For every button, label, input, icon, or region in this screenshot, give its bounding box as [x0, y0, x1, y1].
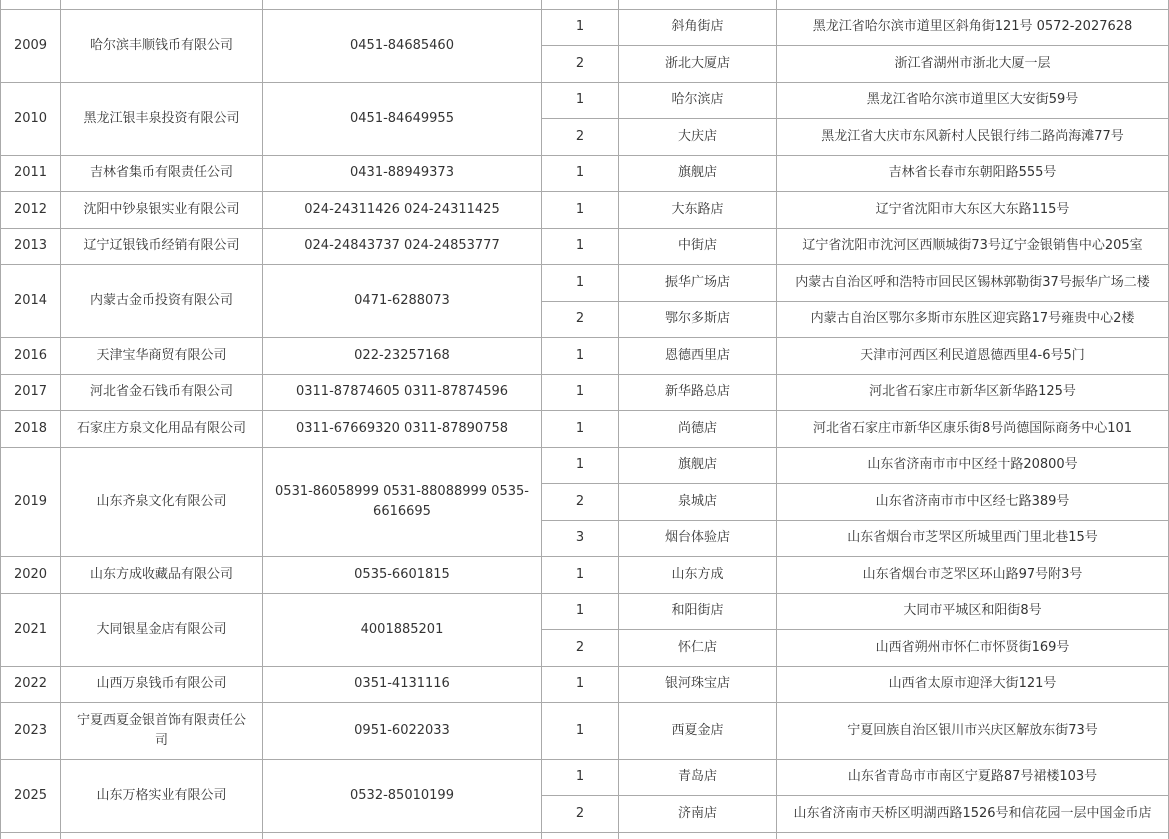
- store-number-cell: 1: [542, 557, 619, 594]
- store-name-cell: 尚德店: [619, 411, 777, 448]
- store-number-cell: 1: [542, 447, 619, 484]
- company-name-cell: 辽宁辽银钱币经销有限公司: [61, 228, 263, 265]
- dealer-code-cell: 2023: [1, 703, 61, 760]
- phone-cell: 0471-6288073: [263, 265, 542, 338]
- store-number-cell: 2: [542, 796, 619, 833]
- empty-cell: [542, 0, 619, 9]
- dealer-code-cell: 2022: [1, 666, 61, 703]
- dealer-code-cell: 2020: [1, 557, 61, 594]
- company-name-cell: 山西万泉钱币有限公司: [61, 666, 263, 703]
- store-address-cell: 黑龙江省哈尔滨市道里区斜角街121号 0572-2027628: [777, 9, 1169, 46]
- store-number-cell: 2: [542, 301, 619, 338]
- empty-cell: [1, 0, 61, 9]
- store-name-cell: 烟台体验店: [619, 520, 777, 557]
- store-name-cell: 振华广场店: [619, 265, 777, 302]
- store-name-cell: 山东方成: [619, 557, 777, 594]
- table-row: [1, 155, 1169, 192]
- store-number-cell: 2: [542, 630, 619, 667]
- store-address-cell: 辽宁省沈阳市大东区大东路115号: [777, 192, 1169, 229]
- store-address-cell: 浙江省湖州市浙北大厦一层: [777, 46, 1169, 83]
- phone-cell: 0311-87874605 0311-87874596: [263, 374, 542, 411]
- table-row: [1, 9, 1169, 46]
- store-address-cell: 山东省烟台市芝罘区环山路97号附3号: [777, 557, 1169, 594]
- table-row: [1, 759, 1169, 796]
- phone-cell: 0311-67669320 0311-87890758: [263, 411, 542, 448]
- dealer-code-cell: 2010: [1, 82, 61, 155]
- phone-cell: 4001885201: [263, 593, 542, 666]
- store-name-cell: 旗舰店: [619, 447, 777, 484]
- store-number-cell: 1: [542, 82, 619, 119]
- store-name-cell: 鄂尔多斯店: [619, 301, 777, 338]
- table-row: [1, 703, 1169, 760]
- store-name-cell: 泉城店: [619, 484, 777, 521]
- empty-cell: [619, 0, 777, 9]
- dealer-code-cell: 2012: [1, 192, 61, 229]
- store-name-cell: 大庆店: [619, 119, 777, 156]
- empty-cell: [263, 832, 542, 839]
- store-address-cell: 山西省朔州市怀仁市怀贤街169号: [777, 630, 1169, 667]
- dealer-code-cell: 2019: [1, 447, 61, 557]
- store-number-cell: 3: [542, 520, 619, 557]
- phone-cell: 0535-6601815: [263, 557, 542, 594]
- store-address-cell: 宁夏回族自治区银川市兴庆区解放东街73号: [777, 703, 1169, 760]
- phone-cell: 0431-88949373: [263, 155, 542, 192]
- table-row: [1, 338, 1169, 375]
- phone-cell: 0951-6022033: [263, 703, 542, 760]
- store-number-cell: 1: [542, 593, 619, 630]
- dealer-code-cell: 2013: [1, 228, 61, 265]
- company-name-cell: 内蒙古金币投资有限公司: [61, 265, 263, 338]
- store-address-cell: 山东省烟台市芝罘区所城里西门里北巷15号: [777, 520, 1169, 557]
- company-name-cell: 哈尔滨丰顺钱币有限公司: [61, 9, 263, 82]
- company-name-cell: 大同银星金店有限公司: [61, 593, 263, 666]
- store-number-cell: 1: [542, 411, 619, 448]
- store-address-cell: 内蒙古自治区呼和浩特市回民区锡林郭勒街37号振华广场二楼: [777, 265, 1169, 302]
- company-name-cell: 山东方成收藏品有限公司: [61, 557, 263, 594]
- store-address-cell: 山西省太原市迎泽大街121号: [777, 666, 1169, 703]
- company-name-cell: 吉林省集币有限责任公司: [61, 155, 263, 192]
- store-name-cell: 恩德西里店: [619, 338, 777, 375]
- dealer-code-cell: 2017: [1, 374, 61, 411]
- store-address-cell: 大同市平城区和阳街8号: [777, 593, 1169, 630]
- store-number-cell: 1: [542, 374, 619, 411]
- store-name-cell: 斜角街店: [619, 9, 777, 46]
- store-name-cell: 中街店: [619, 228, 777, 265]
- company-name-cell: 沈阳中钞泉银实业有限公司: [61, 192, 263, 229]
- store-address-cell: 黑龙江省大庆市东风新村人民银行纬二路尚海滩77号: [777, 119, 1169, 156]
- store-number-cell: 1: [542, 759, 619, 796]
- company-name-cell: 河北省金石钱币有限公司: [61, 374, 263, 411]
- table-row: [1, 411, 1169, 448]
- store-name-cell: 大东路店: [619, 192, 777, 229]
- store-address-cell: 山东省济南市市中区经十路20800号: [777, 447, 1169, 484]
- store-address-cell: 山东省济南市天桥区明湖西路1526号和信花园一层中国金币店: [777, 796, 1169, 833]
- store-address-cell: 天津市河西区利民道恩德西里4-6号5门: [777, 338, 1169, 375]
- table-row: [1, 557, 1169, 594]
- table-row: [1, 593, 1169, 630]
- phone-cell: 0531-86058999 0531-88088999 0535-6616695: [263, 447, 542, 557]
- dealer-code-cell: 2018: [1, 411, 61, 448]
- store-address-cell: 内蒙古自治区鄂尔多斯市东胜区迎宾路17号雍贵中心2楼: [777, 301, 1169, 338]
- store-number-cell: 1: [542, 338, 619, 375]
- dealer-code-cell: 2016: [1, 338, 61, 375]
- company-name-cell: 黑龙江银丰泉投资有限公司: [61, 82, 263, 155]
- store-address-cell: 吉林省长春市东朝阳路555号: [777, 155, 1169, 192]
- dealer-code-cell: 2021: [1, 593, 61, 666]
- store-number-cell: 1: [542, 703, 619, 760]
- table-row: [1, 374, 1169, 411]
- empty-cell: [619, 832, 777, 839]
- phone-cell: 0351-4131116: [263, 666, 542, 703]
- company-name-cell: 天津宝华商贸有限公司: [61, 338, 263, 375]
- store-number-cell: 1: [542, 666, 619, 703]
- partial-table-row: [1, 0, 1169, 9]
- store-name-cell: 和阳街店: [619, 593, 777, 630]
- store-name-cell: 济南店: [619, 796, 777, 833]
- company-name-cell: 山东齐泉文化有限公司: [61, 447, 263, 557]
- store-number-cell: 1: [542, 265, 619, 302]
- company-name-cell: 宁夏西夏金银首饰有限责任公司: [61, 703, 263, 760]
- empty-cell: [263, 0, 542, 9]
- phone-cell: 0532-85010199: [263, 759, 542, 832]
- partial-table-row: [1, 832, 1169, 839]
- phone-cell: 024-24311426 024-24311425: [263, 192, 542, 229]
- empty-cell: [777, 0, 1169, 9]
- store-number-cell: 1: [542, 155, 619, 192]
- store-name-cell: 怀仁店: [619, 630, 777, 667]
- company-name-cell: 石家庄方泉文化用品有限公司: [61, 411, 263, 448]
- dealer-code-cell: 2025: [1, 759, 61, 832]
- empty-cell: [542, 832, 619, 839]
- empty-cell: [61, 0, 263, 9]
- phone-cell: 0451-84685460: [263, 9, 542, 82]
- phone-cell: 0451-84649955: [263, 82, 542, 155]
- table-row: [1, 192, 1169, 229]
- empty-cell: [777, 832, 1169, 839]
- store-number-cell: 1: [542, 192, 619, 229]
- store-number-cell: 1: [542, 9, 619, 46]
- store-name-cell: 浙北大厦店: [619, 46, 777, 83]
- dealer-code-cell: 2014: [1, 265, 61, 338]
- table-row: [1, 82, 1169, 119]
- store-number-cell: 2: [542, 484, 619, 521]
- company-name-cell: 山东万格实业有限公司: [61, 759, 263, 832]
- store-name-cell: 旗舰店: [619, 155, 777, 192]
- store-address-cell: 黑龙江省哈尔滨市道里区大安街59号: [777, 82, 1169, 119]
- store-name-cell: 哈尔滨店: [619, 82, 777, 119]
- store-name-cell: 西夏金店: [619, 703, 777, 760]
- phone-cell: 022-23257168: [263, 338, 542, 375]
- store-number-cell: 1: [542, 228, 619, 265]
- table-row: [1, 447, 1169, 484]
- store-address-cell: 山东省青岛市市南区宁夏路87号裙楼103号: [777, 759, 1169, 796]
- table-body: [1, 0, 1169, 839]
- store-name-cell: 银河珠宝店: [619, 666, 777, 703]
- store-address-cell: 河北省石家庄市新华区康乐街8号尚德国际商务中心101: [777, 411, 1169, 448]
- store-name-cell: 青岛店: [619, 759, 777, 796]
- store-number-cell: 2: [542, 119, 619, 156]
- dealer-code-cell: 2009: [1, 9, 61, 82]
- dealer-code-cell: 2011: [1, 155, 61, 192]
- empty-cell: [61, 832, 263, 839]
- phone-cell: 024-24843737 024-24853777: [263, 228, 542, 265]
- table-row: [1, 666, 1169, 703]
- empty-cell: [1, 832, 61, 839]
- store-address-cell: 山东省济南市市中区经七路389号: [777, 484, 1169, 521]
- store-address-cell: 河北省石家庄市新华区新华路125号: [777, 374, 1169, 411]
- store-address-cell: 辽宁省沈阳市沈河区西顺城街73号辽宁金银销售中心205室: [777, 228, 1169, 265]
- table-row: [1, 228, 1169, 265]
- store-name-cell: 新华路总店: [619, 374, 777, 411]
- table-row: [1, 265, 1169, 302]
- store-number-cell: 2: [542, 46, 619, 83]
